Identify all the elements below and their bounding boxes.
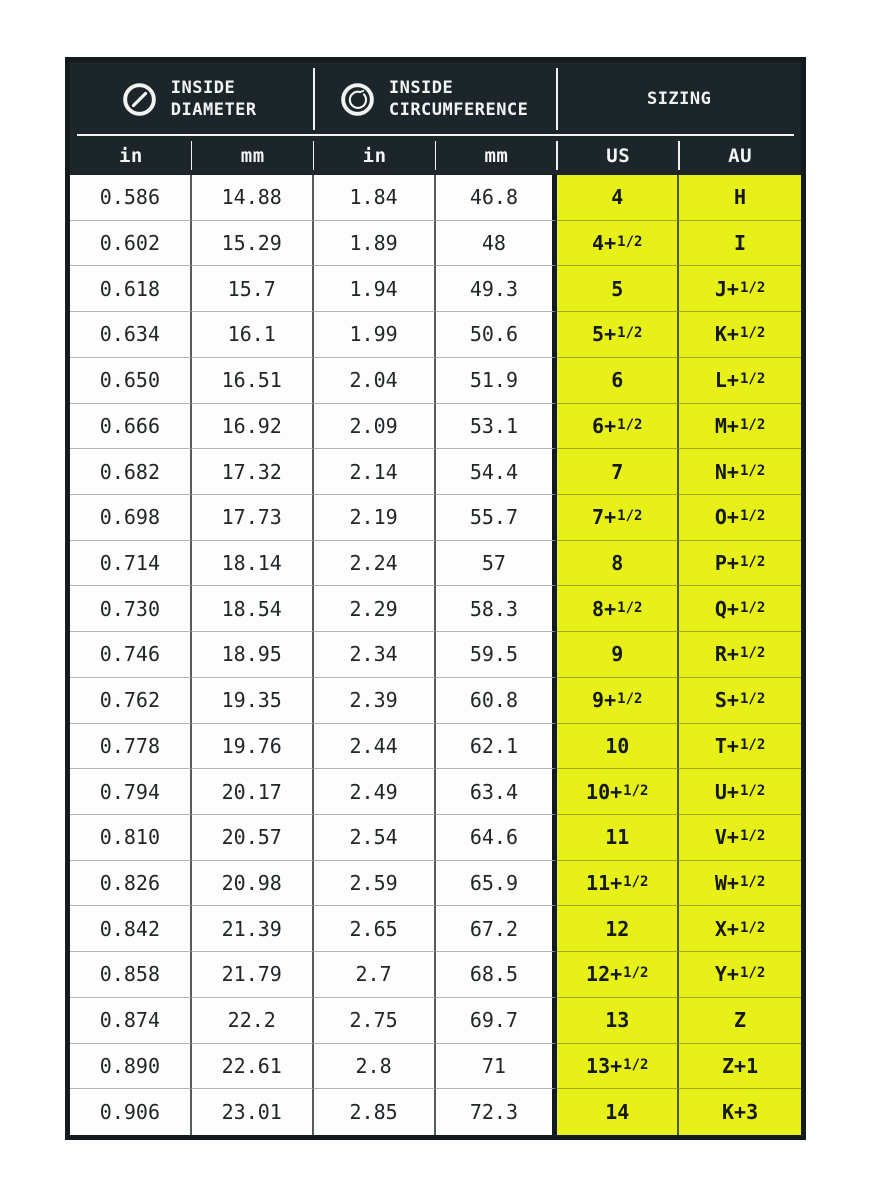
table-cell-circumference-in: 1.84 [314,175,436,221]
table-cell-circumference-mm: 62.1 [436,724,558,770]
column-header-diameter-mm: mm [192,136,314,175]
table-cell-circumference-in: 2.24 [314,541,436,587]
table-cell-diameter-in: 0.602 [70,221,192,267]
au-size-fraction: 1/2 [739,279,766,296]
us-size-fraction: 1/2 [623,782,649,799]
us-size-value: 11 [605,825,630,850]
table-cell-diameter-in: 0.682 [70,449,192,495]
header-group-inside-circumference [314,62,558,136]
diameter-icon [121,81,158,118]
us-size-value: 12 [605,916,630,941]
us-size-fraction: 1/2 [623,874,649,891]
us-size-fraction: 1/2 [617,325,643,342]
table-cell-diameter-mm: 15.7 [192,266,314,312]
header-group-label: INSIDE DIAMETER [170,77,257,120]
table-cell-au-size [679,724,801,770]
table-cell-diameter-in: 0.714 [70,541,192,587]
au-size-value: M+ [714,413,739,438]
table-cell-diameter-mm: 19.76 [192,724,314,770]
table-cell-diameter-mm: 22.2 [192,998,314,1044]
table-cell-circumference-mm: 57 [436,541,558,587]
au-size-fraction: 1/2 [739,416,766,433]
us-size-value: 5+ [592,322,617,347]
table-cell-us-size [557,221,679,267]
table-cell-circumference-mm: 63.4 [436,769,558,815]
table-cell-diameter-in: 0.698 [70,495,192,541]
table-cell-circumference-mm: 59.5 [436,632,558,678]
table-cell-diameter-mm: 21.79 [192,952,314,998]
table-cell-au-size [679,815,801,861]
au-size-fraction: 1/2 [739,645,766,662]
table-cell-circumference-in: 2.7 [314,952,436,998]
table-cell-diameter-in: 0.794 [70,769,192,815]
table-body [70,175,801,1135]
au-size-fraction: 1/2 [739,599,766,616]
table-cell-us-size [557,1089,679,1135]
table-cell-circumference-in: 2.34 [314,632,436,678]
table-cell-circumference-in: 2.54 [314,815,436,861]
table-cell-au-size [679,175,801,221]
au-size-fraction: 1/2 [739,828,766,845]
au-size-value: T+ [714,733,739,758]
table-cell-diameter-mm: 20.17 [192,769,314,815]
au-size-value: Q+ [714,596,739,621]
table-cell-us-size [557,861,679,907]
table-cell-diameter-in: 0.762 [70,678,192,724]
table-cell-us-size [557,449,679,495]
au-size-value: K+ [714,322,739,347]
table-cell-diameter-mm: 16.92 [192,404,314,450]
au-size-value: S+ [714,688,739,713]
us-size-fraction: 1/2 [617,508,643,525]
table-cell-diameter-in: 0.906 [70,1089,192,1135]
table-cell-diameter-mm: 16.51 [192,358,314,404]
table-cell-circumference-in: 1.94 [314,266,436,312]
table-cell-au-size [679,952,801,998]
us-size-fraction: 1/2 [617,691,643,708]
table-cell-circumference-mm: 72.3 [436,1089,558,1135]
au-size-fraction: 1/2 [739,965,766,982]
table-cell-circumference-mm: 51.9 [436,358,558,404]
table-cell-circumference-mm: 60.8 [436,678,558,724]
table-cell-diameter-in: 0.810 [70,815,192,861]
table-cell-diameter-mm: 22.61 [192,1044,314,1090]
column-header-circumference-mm: mm [436,136,558,175]
table-cell-au-size [679,266,801,312]
table-cell-circumference-mm: 46.8 [436,175,558,221]
au-size-value: Y+ [714,962,739,987]
au-size-fraction: 1/2 [739,874,766,891]
table-cell-diameter-mm: 21.39 [192,906,314,952]
us-size-fraction: 1/2 [623,965,649,982]
table-cell-us-size [557,358,679,404]
header-group-label: INSIDE CIRCUMFERENCE [388,77,529,120]
table-cell-au-size [679,312,801,358]
table-cell-au-size [679,1089,801,1135]
table-cell-au-size [679,358,801,404]
table-cell-circumference-in: 2.65 [314,906,436,952]
us-size-value: 4+ [592,231,617,256]
au-size-fraction: 1/2 [739,919,766,936]
table-cell-circumference-in: 2.19 [314,495,436,541]
au-size-value: K+3 [722,1100,759,1125]
table-cell-diameter-mm: 15.29 [192,221,314,267]
table-cell-circumference-mm: 71 [436,1044,558,1090]
table-cell-diameter-mm: 17.73 [192,495,314,541]
au-size-value: H [734,185,747,210]
us-size-value: 5 [611,276,624,301]
us-size-value: 13+ [586,1053,623,1078]
table-cell-circumference-mm: 48 [436,221,558,267]
au-size-value: Z+1 [722,1053,759,1078]
table-cell-au-size [679,906,801,952]
table-cell-au-size [679,586,801,632]
table-cell-diameter-in: 0.890 [70,1044,192,1090]
table-cell-circumference-in: 2.29 [314,586,436,632]
au-size-value: I [734,231,747,256]
au-size-value: V+ [714,825,739,850]
table-cell-us-size [557,495,679,541]
us-size-value: 10 [605,733,630,758]
table-column-header-row [70,136,801,175]
table-cell-circumference-mm: 58.3 [436,586,558,632]
table-cell-us-size [557,404,679,450]
us-size-value: 9+ [592,688,617,713]
table-cell-us-size [557,541,679,587]
au-size-fraction: 1/2 [739,325,766,342]
table-cell-diameter-mm: 16.1 [192,312,314,358]
table-cell-au-size [679,495,801,541]
table-cell-circumference-in: 2.09 [314,404,436,450]
header-group-label: SIZING [646,88,712,109]
table-cell-circumference-mm: 68.5 [436,952,558,998]
us-size-value: 6+ [592,413,617,438]
us-size-value: 4 [611,185,624,210]
au-size-value: X+ [714,916,739,941]
table-cell-diameter-mm: 14.88 [192,175,314,221]
table-cell-diameter-in: 0.842 [70,906,192,952]
table-group-header [70,62,801,136]
table-cell-circumference-mm: 65.9 [436,861,558,907]
table-cell-circumference-in: 2.8 [314,1044,436,1090]
table-cell-us-size [557,586,679,632]
us-size-fraction: 1/2 [617,234,643,251]
us-size-value: 6 [611,368,624,393]
table-cell-diameter-in: 0.634 [70,312,192,358]
us-size-value: 10+ [586,779,623,804]
table-cell-us-size [557,266,679,312]
table-cell-circumference-mm: 67.2 [436,906,558,952]
au-size-value: W+ [714,871,739,896]
au-size-fraction: 1/2 [739,782,766,799]
table-cell-us-size [557,1044,679,1090]
au-size-fraction: 1/2 [739,508,766,525]
table-cell-au-size [679,404,801,450]
table-cell-diameter-in: 0.778 [70,724,192,770]
table-cell-us-size [557,815,679,861]
us-size-fraction: 1/2 [617,599,643,616]
table-cell-circumference-in: 2.75 [314,998,436,1044]
au-size-value: R+ [714,642,739,667]
table-cell-diameter-mm: 23.01 [192,1089,314,1135]
table-cell-diameter-mm: 20.57 [192,815,314,861]
table-cell-us-size [557,312,679,358]
us-size-value: 7+ [592,505,617,530]
table-cell-circumference-in: 2.59 [314,861,436,907]
table-cell-us-size [557,175,679,221]
header-group-inside-diameter [70,62,314,136]
us-size-value: 7 [611,459,624,484]
au-size-value: U+ [714,779,739,804]
table-cell-circumference-mm: 64.6 [436,815,558,861]
au-size-fraction: 1/2 [739,554,766,571]
table-cell-circumference-in: 2.14 [314,449,436,495]
header-group-sizing [557,62,801,136]
table-cell-au-size [679,678,801,724]
table-cell-au-size [679,632,801,678]
table-cell-circumference-in: 1.89 [314,221,436,267]
au-size-fraction: 1/2 [739,462,766,479]
table-cell-au-size [679,1044,801,1090]
table-cell-diameter-in: 0.874 [70,998,192,1044]
us-size-fraction: 1/2 [623,1056,649,1073]
table-cell-au-size [679,769,801,815]
au-size-value: P+ [714,551,739,576]
au-size-value: N+ [714,459,739,484]
column-header-au-size: AU [728,144,753,167]
table-cell-diameter-in: 0.586 [70,175,192,221]
table-cell-diameter-in: 0.826 [70,861,192,907]
table-cell-circumference-mm: 53.1 [436,404,558,450]
table-cell-au-size [679,541,801,587]
table-cell-diameter-mm: 18.14 [192,541,314,587]
us-size-value: 14 [605,1100,630,1125]
table-cell-diameter-in: 0.618 [70,266,192,312]
table-cell-diameter-in: 0.746 [70,632,192,678]
column-header-us-size: US [557,136,679,175]
table-cell-circumference-mm: 49.3 [436,266,558,312]
table-cell-us-size [557,952,679,998]
au-size-fraction: 1/2 [739,736,766,753]
table-cell-diameter-mm: 19.35 [192,678,314,724]
table-cell-us-size [557,678,679,724]
table-cell-circumference-in: 2.04 [314,358,436,404]
column-header-circumference-in: in [314,136,436,175]
table-cell-au-size [679,449,801,495]
table-cell-us-size [557,906,679,952]
table-cell-circumference-in: 2.39 [314,678,436,724]
circumference-icon [339,81,376,118]
ring-size-conversion-table [65,57,806,1140]
table-cell-diameter-mm: 17.32 [192,449,314,495]
table-cell-diameter-in: 0.858 [70,952,192,998]
us-size-value: 8+ [592,596,617,621]
table-cell-diameter-mm: 18.95 [192,632,314,678]
au-size-value: O+ [714,505,739,530]
table-cell-circumference-in: 1.99 [314,312,436,358]
au-size-fraction: 1/2 [739,371,766,388]
table-cell-au-size [679,221,801,267]
us-size-value: 9 [611,642,624,667]
us-size-fraction: 1/2 [617,416,643,433]
table-cell-circumference-mm: 55.7 [436,495,558,541]
au-size-value: L+ [714,368,739,393]
table-cell-diameter-mm: 20.98 [192,861,314,907]
table-cell-au-size [679,998,801,1044]
au-size-fraction: 1/2 [739,691,766,708]
table-cell-circumference-mm: 69.7 [436,998,558,1044]
au-size-value: Z [734,1008,747,1033]
us-size-value: 13 [605,1008,630,1033]
table-cell-circumference-in: 2.85 [314,1089,436,1135]
us-size-value: 12+ [586,962,623,987]
table-cell-us-size [557,632,679,678]
table-cell-circumference-mm: 54.4 [436,449,558,495]
column-header-diameter-in: in [70,136,192,175]
table-cell-diameter-in: 0.730 [70,586,192,632]
us-size-value: 8 [611,551,624,576]
table-cell-circumference-in: 2.49 [314,769,436,815]
table-cell-circumference-in: 2.44 [314,724,436,770]
table-cell-diameter-in: 0.650 [70,358,192,404]
table-cell-us-size [557,724,679,770]
table-cell-diameter-in: 0.666 [70,404,192,450]
table-cell-us-size [557,998,679,1044]
au-size-value: J+ [714,276,739,301]
table-cell-circumference-mm: 50.6 [436,312,558,358]
table-cell-diameter-mm: 18.54 [192,586,314,632]
table-cell-au-size [679,861,801,907]
table-cell-us-size [557,769,679,815]
us-size-value: 11+ [586,871,623,896]
